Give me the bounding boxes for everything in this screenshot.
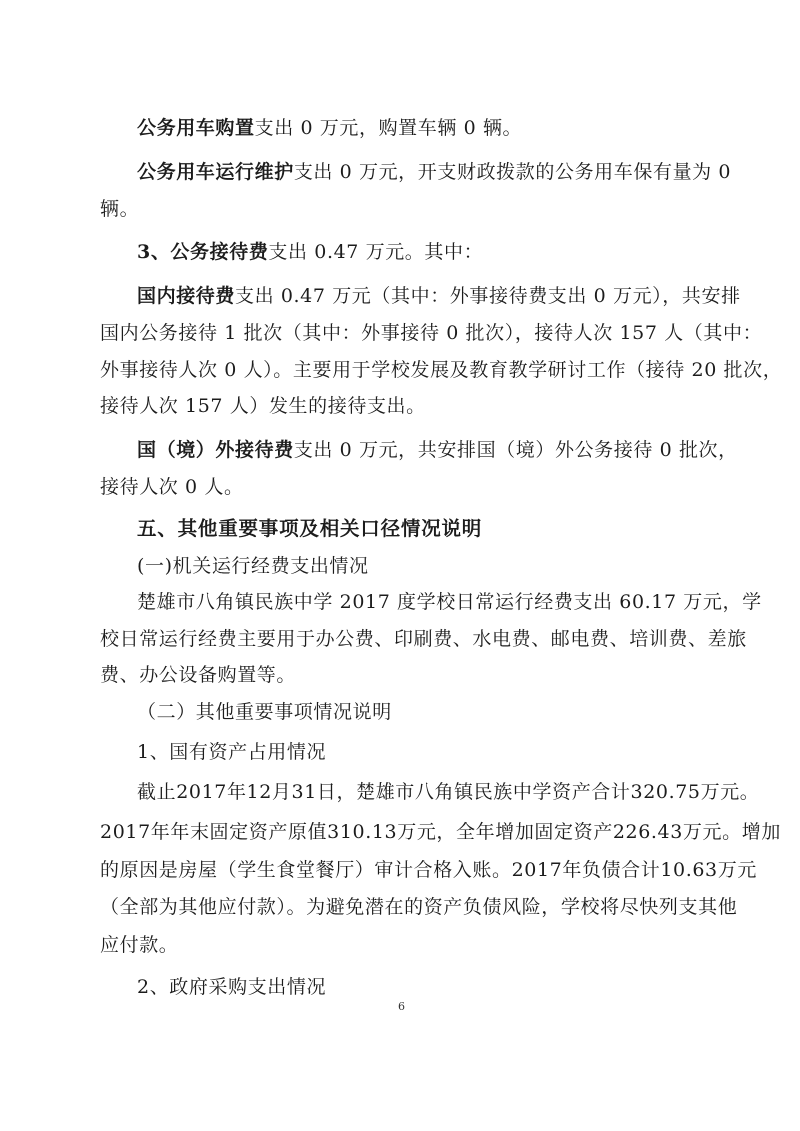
operating-expense-line2: 校日常运行经费主要用于办公费、印刷费、水电费、邮电费、培训费、差旅 (100, 628, 747, 650)
asset-line5: 应付款。 (100, 934, 179, 956)
domestic-reception-line2: 国内公务接待 1 批次（其中：外事接待 0 批次），接待人次 157 人（其中： (100, 322, 763, 344)
paragraph-foreign-reception (137, 438, 738, 462)
operating-expense-line1: 楚雄市八角镇民族中学 2017 度学校日常运行经费支出 60.17 万元，学 (137, 591, 762, 613)
reception-fee-label: 3、公务接待费 (137, 241, 269, 263)
paragraph-domestic-reception (137, 284, 741, 308)
asset-line2: 2017年年末固定资产原值310.13万元，全年增加固定资产226.43万元。增加 (100, 821, 781, 843)
paragraph-reception-fee (137, 240, 483, 264)
asset-line3: 的原因是房屋（学生食堂餐厅）审计合格入账。2017年负债合计10.63万元 (100, 859, 757, 881)
reception-fee-text: 支出 0.47 万元。其中： (268, 241, 484, 263)
asset-line1: 截止2017年12月31日，楚雄市八角镇民族中学资产合计320.75万元。 (137, 781, 760, 803)
page-number: 6 (398, 1000, 405, 1013)
foreign-reception-line2: 接待人次 0 人。 (100, 476, 244, 498)
paragraph-vehicle-maintenance (137, 160, 731, 184)
vehicle-maintenance-label: 公务用车运行维护 (137, 161, 294, 183)
domestic-reception-line3: 外事接待人次 0 人）。主要用于学校发展及教育教学研讨工作（接待 20 批次， (100, 359, 783, 381)
asset-line4: （全部为其他应付款）。为避免潜在的资产负债风险，学校将尽快列支其他 (100, 896, 738, 918)
section-five-heading: 五、其他重要事项及相关口径情况说明 (137, 517, 483, 540)
vehicle-maintenance-text: 支出 0 万元，开支财政拨款的公务用车保有量为 0 (293, 161, 732, 183)
operating-expense-line3: 费、办公设备购置等。 (100, 664, 297, 686)
subsection-one-heading: (一)机关运行经费支出情况 (137, 555, 369, 577)
foreign-reception-label: 国（境）外接待费 (137, 439, 294, 461)
domestic-reception-line4: 接待人次 157 人）发生的接待支出。 (100, 395, 426, 417)
domestic-reception-text: 支出 0.47 万元（其中：外事接待费支出 0 万元），共安排 (235, 285, 741, 307)
vehicle-purchase-text: 支出 0 万元，购置车辆 0 辆。 (254, 117, 523, 139)
item-two-heading: 2、政府采购支出情况 (137, 976, 327, 998)
paragraph-vehicle-purchase (137, 116, 522, 140)
vehicle-maintenance-line2: 辆。 (100, 198, 140, 220)
item-one-heading: 1、国有资产占用情况 (137, 741, 327, 763)
subsection-two-heading: （二）其他重要事项情况说明 (137, 701, 392, 723)
vehicle-purchase-label: 公务用车购置 (137, 117, 255, 139)
foreign-reception-text: 支出 0 万元，共安排国（境）外公务接待 0 批次， (293, 439, 738, 461)
domestic-reception-label: 国内接待费 (137, 285, 236, 307)
